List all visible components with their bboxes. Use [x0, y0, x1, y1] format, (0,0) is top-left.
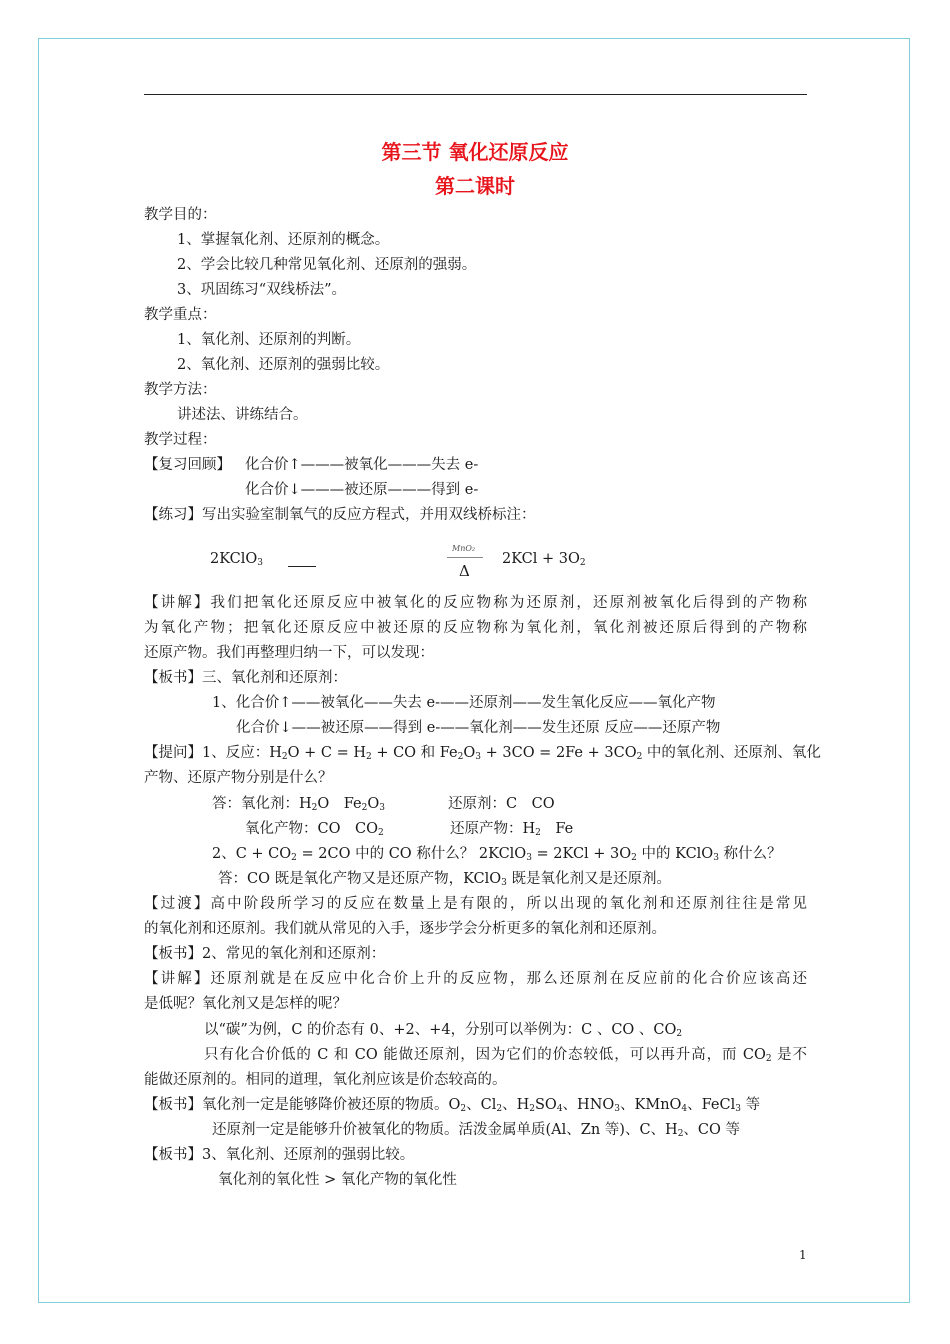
exercise-prompt: 【练习】写出实验室制氧气的反应方程式，并用双线桥标注： [144, 507, 536, 523]
lecture-line: 以“碳”为例，C 的价态有 0、+2、+4，分别可以举例为：C 、CO 、$CO_2$ [204, 1022, 683, 1039]
equation-products: $2KCl + 3O_2$ [502, 551, 586, 568]
lecture-line: 是低呢？氧化剂又是怎样的呢？ [144, 996, 347, 1012]
answer-blank-line [288, 566, 316, 567]
answer-oxidation-product: 氧化产物：CO $CO_2$ [245, 821, 384, 838]
heat-symbol: Δ [459, 562, 470, 580]
process-heading: 教学过程： [144, 432, 217, 448]
board-line: 化合价↓——被还原——得到 e-——氧化剂——发生还原 反应——还原产物 [236, 720, 721, 736]
answer-reductant: 还原剂：C CO [448, 796, 555, 812]
key-points-heading: 教学重点： [144, 307, 217, 323]
reaction-condition-bar [447, 557, 483, 558]
transition-line: 的氧化剂和还原剂。我们就从常见的入手，逐步学会分析更多的氧化剂和还原剂。 [144, 921, 666, 937]
objective-item: 2、学会比较几种常见氧化剂、还原剂的强弱。 [177, 257, 477, 273]
board-rule: 氧化剂的氧化性 > 氧化产物的氧化性 [218, 1172, 457, 1188]
lecture-line: 还原产物。我们再整理归纳一下，可以发现： [144, 645, 434, 661]
question-line: 产物、还原产物分别是什么？ [144, 770, 333, 786]
lecture-line: 【讲解】我们把氧化还原反应中被氧化的反应物称为还原剂，还原剂被氧化后得到的产物称 [144, 595, 807, 611]
question-line: 2、$C + CO_2 = 2CO$ 中的 CO 称什么？ 2KClO$_3$ = $2KCl + 3O_2$ 中的 KClO$_3$ 称什么？ [212, 846, 782, 863]
objective-item: 1、掌握氧化剂、还原剂的概念。 [177, 232, 390, 248]
methods-text: 讲述法、讲练结合。 [177, 407, 308, 423]
page-title: 第三节 氧化还原反应 [381, 140, 569, 164]
equation-reactant: 2KClO$_3$ [210, 551, 264, 568]
key-point-item: 2、氧化剂、还原剂的强弱比较。 [177, 357, 390, 373]
answer-reduction-product: 还原产物：$H_2$ Fe [450, 821, 574, 838]
review-line: 化合价↓———被还原———得到 e- [245, 482, 479, 498]
objective-item: 3、巩固练习“双线桥法”。 [177, 282, 347, 298]
lecture-line: 能做还原剂的。相同的道理，氧化剂应该是价态较高的。 [144, 1072, 507, 1088]
header-rule [144, 94, 807, 95]
review-tag: 【复习回顾】 [144, 457, 231, 473]
key-point-item: 1、氧化剂、还原剂的判断。 [177, 332, 361, 348]
board-line: 【板书】氧化剂一定是能够降价被还原的物质。$O_2$、$Cl_2$、$H_2SO_4$、$HNO_3$、KMnO$_4$、FeCl$_3$ 等 [144, 1097, 761, 1114]
question-line: 【提问】1、反应：$H_2O + C = H_2$ + CO 和 $Fe_2O_3 + 3CO = 2Fe + 3CO_2$ 中的氧化剂、还原剂、氧化 [144, 745, 821, 762]
answer-oxidant: 答：氧化剂：$H_2O$ $Fe_2O_3$ [212, 796, 385, 813]
answer-line: 答：CO 既是氧化产物又是还原产物，KClO$_3$ 既是氧化剂又是还原剂。 [218, 871, 671, 888]
board-heading: 【板书】三、氧化剂和还原剂： [144, 670, 347, 686]
transition-line: 【过渡】高中阶段所学习的反应在数量上是有限的，所以出现的氧化剂和还原剂往往是常见 [144, 896, 807, 912]
page-subtitle: 第二课时 [435, 174, 515, 198]
board-heading: 【板书】2、常见的氧化剂和还原剂： [144, 946, 386, 962]
catalyst-label: MnO₂ [452, 544, 476, 553]
lecture-line: 为氧化产物；把氧化还原反应中被还原的反应物称为氧化剂，氧化剂被还原后得到的产物称 [144, 620, 807, 636]
board-line: 还原剂一定是能够升价被氧化的物质。活泼金属单质(Al、Zn 等)、C、$H_2$、CO 等 [212, 1122, 741, 1139]
objectives-heading: 教学目的： [144, 207, 217, 223]
board-line: 1、化合价↑——被氧化——失去 e-——还原剂——发生氧化反应——氧化产物 [212, 695, 716, 711]
methods-heading: 教学方法： [144, 382, 217, 398]
board-heading: 【板书】3、氧化剂、还原剂的强弱比较。 [144, 1147, 415, 1163]
review-line: 化合价↑———被氧化———失去 e- [245, 457, 479, 473]
lecture-line: 只有化合价低的 C 和 CO 能做还原剂，因为它们的价态较低，可以再升高，而 $CO_2$ 是不 [204, 1047, 807, 1064]
lecture-line: 【讲解】还原剂就是在反应中化合价上升的反应物，那么还原剂在反应前的化合价应该高还 [144, 971, 807, 987]
page-number: 1 [799, 1248, 807, 1262]
